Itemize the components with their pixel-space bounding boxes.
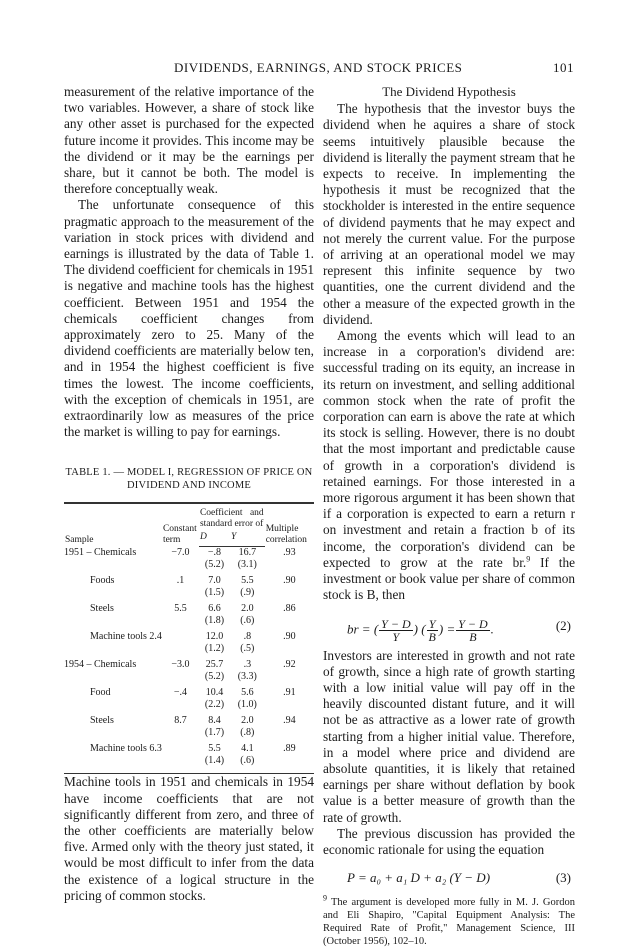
cell-empty xyxy=(265,671,314,687)
cell-y-standard-error: (.8) xyxy=(240,727,255,739)
cell-y-coefficient: 2.0 xyxy=(241,603,254,615)
cell-sample: Machine tools 2.4 xyxy=(90,631,162,643)
equation-3-expression: P = a₀ + a₁ D + a₂ (Y − D) xyxy=(347,870,491,886)
cell-d-standard-error: (1.4) xyxy=(199,755,230,774)
footnote-text: The argument is developed more fully in M. J. Gordon and Eli Shapiro, "Capital Equipment Analysis: The Required Rate of Profit," Management Science, III (October 1956), 102–10. xyxy=(323,897,575,948)
cell-empty xyxy=(64,755,162,774)
cell-multiple-correlation: .89 xyxy=(283,743,296,755)
running-title: DIVIDENDS, EARNINGS, AND STOCK PRICES xyxy=(174,60,463,75)
cell-empty xyxy=(64,699,162,715)
cell-d-coefficient: 8.4 xyxy=(208,715,221,727)
eq2-f1-denominator: Y xyxy=(392,629,400,644)
table-caption-line-1: TABLE 1. — MODEL I, REGRESSION OF PRICE ON xyxy=(65,467,313,479)
footnote-mark: 9 xyxy=(323,893,327,903)
cell-sample: Steels xyxy=(90,715,114,727)
right-paragraph-2-text: Among the events which will lead to an increase in a corporation's dividend are: successful trading on its equity, an increase in its return on investment, and selling additional common stock when the rate of profit the corporation can earn is above the rate at which its stock is selling. However, there is no doubt that the most important and predictable cause of growth in a corporation's dividend is retained earnings. For those interested in a more rigorous argument it has been shown that if a corporation is expected to earn a return r on investment and retain a fraction b of its income, the corporation's dividend can be expected to grow at the rate br. xyxy=(323,328,575,570)
equation-2-number: (2) xyxy=(555,617,571,633)
cell-empty xyxy=(265,699,314,715)
cell-empty xyxy=(162,587,199,603)
cell-empty xyxy=(265,755,314,774)
cell-empty xyxy=(64,643,162,659)
equation-2 xyxy=(323,612,575,644)
running-header xyxy=(64,60,574,76)
cell-empty xyxy=(162,755,199,774)
footnote-ref: 9 xyxy=(526,554,531,564)
cell-sample: Steels xyxy=(90,603,114,615)
table-row xyxy=(64,715,314,727)
cell-d-standard-error: (1.2) xyxy=(204,643,225,655)
cell-y-standard-error: (.6) xyxy=(230,755,265,774)
cell-empty xyxy=(64,671,162,687)
eq2-f2-denominator: B xyxy=(428,629,436,644)
cell-empty xyxy=(162,727,199,743)
table-row-standard-error xyxy=(64,755,314,774)
table-row-standard-error xyxy=(64,615,314,631)
cell-d-standard-error: (1.8) xyxy=(204,615,225,627)
left-column xyxy=(64,84,314,904)
cell-empty xyxy=(64,615,162,631)
table-row xyxy=(64,631,314,643)
table-row xyxy=(64,603,314,615)
header-constant: Constant term xyxy=(162,503,199,547)
cell-empty xyxy=(64,587,162,603)
cell-d-coefficient: 6.6 xyxy=(208,603,221,615)
eq2-fraction-1 xyxy=(379,618,412,643)
table-row xyxy=(64,743,314,755)
cell-sample: 1954 – Chemicals xyxy=(64,659,137,671)
cell-sample: Machine tools 6.3 xyxy=(90,743,162,755)
cell-empty xyxy=(265,727,314,743)
right-paragraph-3: Investors are interested in growth and not rate of growth, since a high rate of growth starting with a low initial value will pay off in the heavily discounted distant future, and it will not be as attractive as a lower rate of growth starting from a higher initial value. Therefore, in a model where price and dividend are absolute quantities, it is likely that retained earnings per share without deflation by book value is a better measure of growth than the rate of growth. xyxy=(323,647,575,825)
cell-empty xyxy=(64,727,162,743)
header-d: D xyxy=(199,531,230,547)
left-paragraph-2: The unfortunate consequence of this pragmatic approach to the measurement of the variation in stock prices with dividend and earnings is illustrated by the data of Table 1. The dividend coefficient for chemicals in 1951 is negative and machine tools has the highest coefficient. Between 1951 and 1954 the chemicals coefficient changes from approximately zero to 25. Many of the dividend coefficients are materially below ten, and in 1954 the highest coefficient is five times the lowest. The income coefficients, with the exception of chemicals in 1951, are extraordinarily low as measures of the price the market is willing to pay for earnings. xyxy=(64,197,314,440)
cell-d-coefficient: 7.0 xyxy=(208,575,221,587)
cell-constant: −7.0 xyxy=(171,546,190,558)
cell-y-coefficient: 5.5 xyxy=(241,575,254,587)
eq2-lhs: br = ( xyxy=(347,620,379,636)
header-sample: Sample xyxy=(64,503,162,547)
cell-constant xyxy=(162,743,199,755)
cell-empty xyxy=(162,699,199,715)
cell-d-standard-error: (1.7) xyxy=(204,727,225,739)
cell-empty xyxy=(162,643,199,659)
cell-constant: −.4 xyxy=(173,687,188,699)
equation-2-expression xyxy=(347,618,494,643)
cell-d-coefficient: 25.7 xyxy=(205,659,224,671)
table-body xyxy=(64,547,314,774)
right-paragraph-2-tail: If the investment or book value per share of common stock is B, then xyxy=(323,554,576,603)
cell-y-coefficient: 4.1 xyxy=(241,743,254,755)
eq2-mid: ) ( xyxy=(413,620,426,636)
cell-d-standard-error: (2.2) xyxy=(204,699,225,711)
cell-sample: Foods xyxy=(90,575,115,587)
table-row-standard-error xyxy=(64,643,314,659)
right-paragraph-1: The hypothesis that the investor buys the dividend when he aquires a share of stock seems intuitively plausible because the dividend is literally the payment stream that he expects to receive. In implementing the hypothesis it must be recognized that the stockholder is interested in the entire sequence of dividend payments that he may expect and not merely the current value. For the purpose of arriving at an operational model we may represent this infinite sequence by two quantities, one the current dividend and the other a measure of the expected growth in the dividend. xyxy=(323,101,575,327)
cell-sample: 1951 – Chemicals xyxy=(64,546,137,558)
page-number: 101 xyxy=(553,60,574,75)
right-paragraph-4: The previous discussion has provided the economic rationale for using the equation xyxy=(323,825,575,857)
cell-y-standard-error: (.5) xyxy=(240,643,255,655)
right-paragraph-2 xyxy=(323,328,575,603)
cell-y-standard-error: (.9) xyxy=(240,587,255,599)
cell-constant xyxy=(162,631,199,643)
eq2-f3-numerator: Y − D xyxy=(458,616,488,631)
cell-multiple-correlation: .86 xyxy=(283,603,296,615)
eq2-fraction-3 xyxy=(456,618,489,643)
equation-3-number: (3) xyxy=(555,870,571,886)
eq2-f3-denominator: B xyxy=(469,629,477,644)
cell-y-standard-error: (3.1) xyxy=(237,559,257,571)
table-row xyxy=(64,547,314,560)
eq2-end: . xyxy=(490,620,494,636)
cell-y-standard-error: (1.0) xyxy=(237,699,257,711)
cell-multiple-correlation: .90 xyxy=(283,575,296,587)
table-row-standard-error xyxy=(64,699,314,715)
eq2-f1-numerator: Y − D xyxy=(381,616,411,631)
table-row-standard-error xyxy=(64,727,314,743)
cell-empty xyxy=(265,587,314,603)
eq2-fraction-2 xyxy=(427,618,438,643)
left-paragraph-3: Machine tools in 1951 and chemicals in 1954 have income coefficients that are not significantly different from zero, and three of the other coefficients are materially below five. Armed only with the theory just stated, it would be most difficult to infer from the data the existence of a logical structure in the pricing of common stocks. xyxy=(64,774,314,903)
cell-multiple-correlation: .92 xyxy=(283,659,296,671)
header-y: Y xyxy=(230,531,265,547)
table-caption xyxy=(64,466,314,492)
left-paragraph-1: measurement of the relative importance of the two variables. However, a share of stock like any other asset is purchased for the expected future income it provides. This income may be the dividend or it may be the earnings per share, but it cannot be both. The model is therefore conceptually weak. xyxy=(64,84,314,197)
cell-d-coefficient: −.8 xyxy=(207,547,222,559)
cell-empty xyxy=(265,643,314,659)
cell-constant: 8.7 xyxy=(174,715,187,727)
table-row-standard-error xyxy=(64,559,314,575)
cell-sample: Food xyxy=(90,687,111,699)
table-caption-line-2: DIVIDEND AND INCOME xyxy=(127,480,251,492)
cell-d-coefficient: 12.0 xyxy=(205,631,224,643)
cell-empty xyxy=(265,615,314,631)
cell-d-coefficient: 10.4 xyxy=(205,687,224,699)
table-row-standard-error xyxy=(64,587,314,603)
table-row-standard-error xyxy=(64,671,314,687)
right-column xyxy=(323,84,575,948)
cell-constant: 5.5 xyxy=(174,603,187,615)
regression-table xyxy=(64,502,314,774)
cell-y-coefficient: .8 xyxy=(243,631,252,643)
cell-empty xyxy=(265,559,314,575)
table-row xyxy=(64,659,314,671)
cell-multiple-correlation: .94 xyxy=(283,715,296,727)
cell-multiple-correlation: .90 xyxy=(283,631,296,643)
cell-empty xyxy=(64,559,162,575)
cell-multiple-correlation: .91 xyxy=(283,687,296,699)
cell-d-standard-error: (5.2) xyxy=(204,671,225,683)
header-multiple-correlation: Multiple correlation xyxy=(265,503,314,547)
cell-y-coefficient: .3 xyxy=(243,659,252,671)
cell-y-coefficient: 2.0 xyxy=(241,715,254,727)
cell-constant: .1 xyxy=(176,575,185,587)
cell-constant: −3.0 xyxy=(171,659,190,671)
eq2-equals: ) = xyxy=(438,620,456,636)
cell-multiple-correlation: .93 xyxy=(283,546,296,558)
cell-y-coefficient: 16.7 xyxy=(238,547,257,559)
equation-3 xyxy=(323,864,575,886)
header-coefficient: Coefficient and standard error of xyxy=(199,503,265,531)
eq2-f2-numerator: Y xyxy=(427,618,438,631)
cell-empty xyxy=(162,671,199,687)
cell-empty xyxy=(162,615,199,631)
table-row xyxy=(64,575,314,587)
cell-d-coefficient: 5.5 xyxy=(208,743,221,755)
cell-y-standard-error: (3.3) xyxy=(237,671,257,683)
cell-empty xyxy=(162,559,199,575)
cell-d-standard-error: (1.5) xyxy=(204,587,225,599)
cell-y-standard-error: (.6) xyxy=(240,615,255,627)
cell-y-coefficient: 5.6 xyxy=(241,687,254,699)
footnote xyxy=(323,893,575,948)
cell-d-standard-error: (5.2) xyxy=(204,559,225,571)
table-row xyxy=(64,687,314,699)
section-title: The Dividend Hypothesis xyxy=(382,84,516,99)
